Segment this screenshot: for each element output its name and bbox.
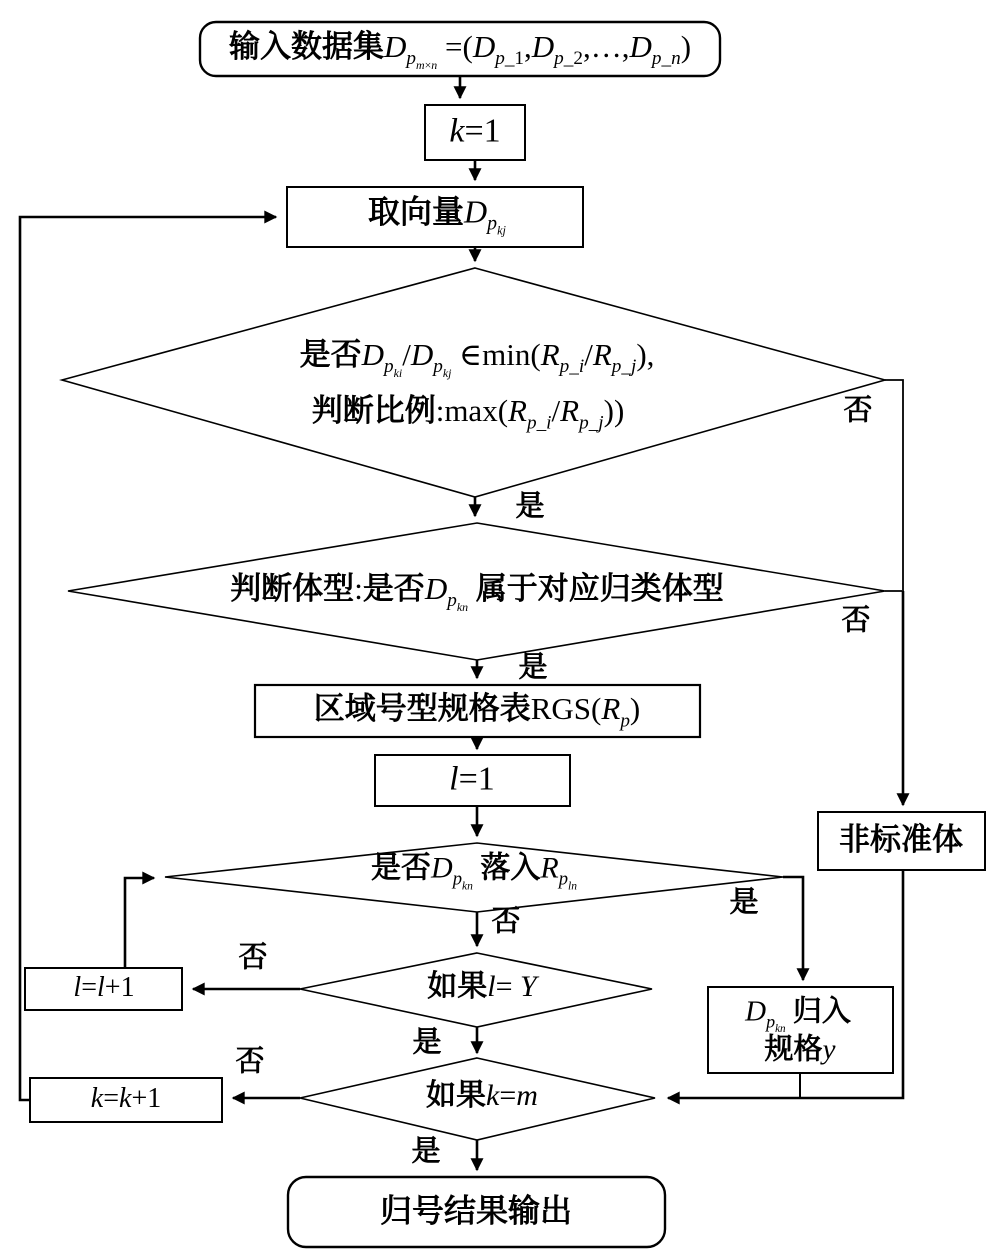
ratio-decision-label-line2: 判断比例$:\max(R_{p\_i}/R_{p\_j})$): [311, 393, 625, 434]
assign-spec-label-line2: 规格y: [764, 1033, 836, 1066]
ratio-decision-label-line1: 是否$D_{p_{ki}}/D_{p_{kj}}$ $\in\min(R_{p\_i}/R_{p\_j})$,: [299, 336, 655, 381]
assign-spec-label-line1: $D_{p_{kn}}$ 归入: [745, 995, 851, 1035]
edge-lincrement-loop-to-fall: [125, 878, 154, 968]
l-limit-yes-label: 是: [412, 1026, 442, 1059]
ratio-decision-diamond-shape: [62, 268, 885, 497]
l-init-label: l=1: [449, 760, 495, 798]
fall-no-label: 否: [491, 905, 521, 938]
get-vector-label: 取向量$D_{p_{kj}}$: [368, 193, 506, 238]
bodytype-yes-label: 是: [518, 651, 548, 684]
start-node-label: 输入数据集$D_{p_{m\times n}}$ $=(D_{p\_1},D_{p\_2},\dots,D_{p\_n})$: [228, 28, 692, 73]
k-init-label: k=1: [449, 112, 501, 150]
bodytype-no-label: 否: [841, 604, 871, 637]
nonstandard-body-label: 非标准体: [839, 822, 963, 858]
output-node-label: 归号结果输出: [379, 1192, 573, 1229]
k-limit-no-label: 否: [235, 1045, 265, 1078]
fall-decision-label: 是否$D_{p_{kn}}$ 落入$R_{p_{ln}}$: [371, 851, 577, 893]
rgs-table-label: 区域号型规格表$RGS(R_p)$: [313, 691, 641, 732]
l-limit-decision-label: 如果l= Y: [427, 969, 537, 1003]
edge-fall-yes-to-assign: [783, 877, 803, 980]
ratio-yes-label: 是: [515, 490, 545, 523]
l-increment-label: l=l+1: [73, 971, 135, 1003]
edge-ratio-no-upper: [885, 380, 903, 591]
bodytype-decision-label: 判断体型:是否$D_{p_{kn}}$ 属于对应归类体型: [230, 570, 724, 615]
ratio-no-label: 否: [843, 394, 873, 427]
k-limit-yes-label: 是: [411, 1135, 441, 1168]
fall-yes-label: 是: [729, 886, 759, 919]
k-limit-decision-label: 如果k=m: [426, 1078, 538, 1112]
l-limit-no-label: 否: [238, 941, 268, 974]
k-increment-label: k=k+1: [90, 1082, 162, 1114]
